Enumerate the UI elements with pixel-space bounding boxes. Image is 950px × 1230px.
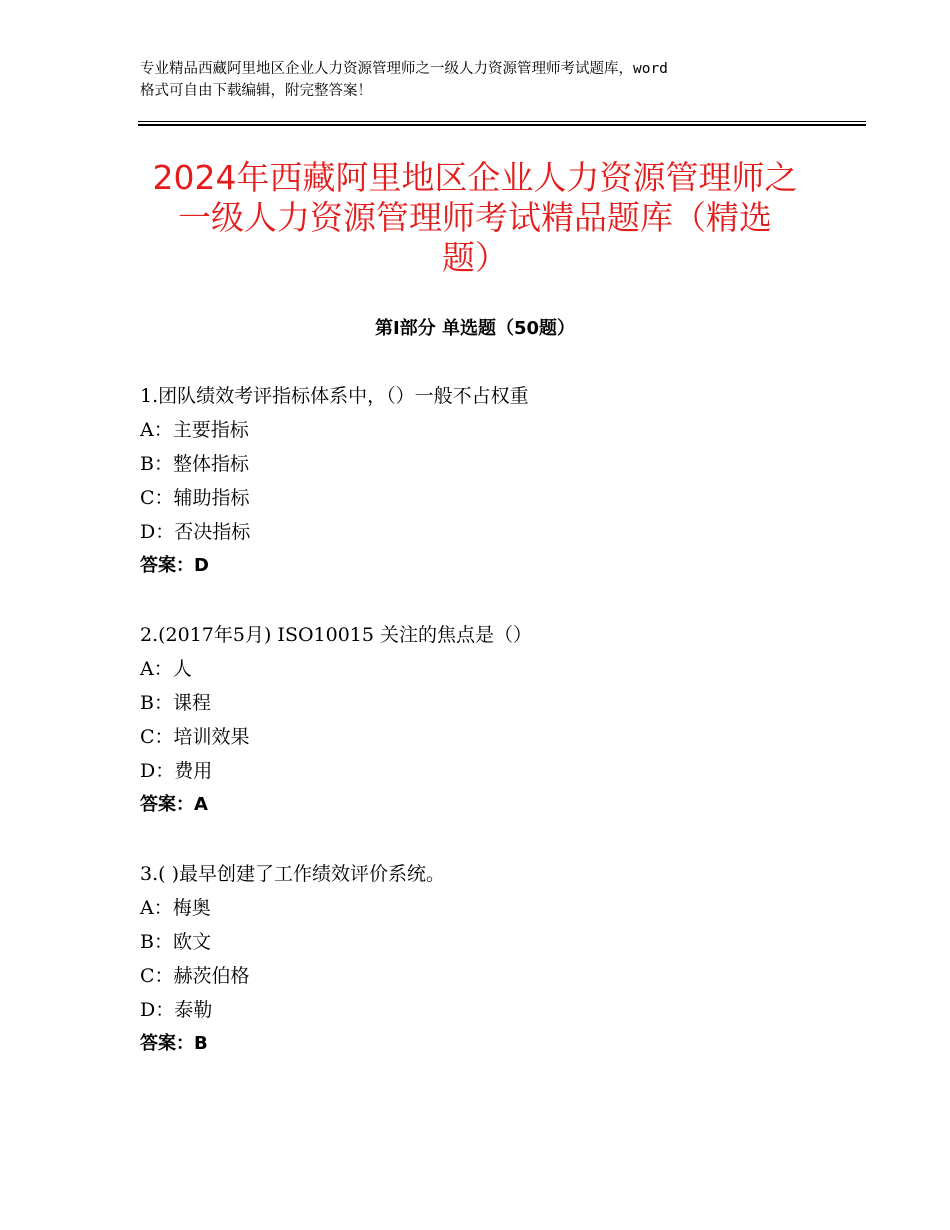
option-d: D：否决指标: [140, 521, 251, 543]
title-line-2: 一级人力资源管理师考试精品题库（精选: [178, 198, 772, 237]
header-note: [140, 58, 820, 102]
option-d: D：泰勒: [140, 999, 213, 1021]
option-c: C：赫茨伯格: [140, 965, 250, 987]
document-title: [120, 158, 830, 278]
header-divider-thin: [138, 121, 866, 122]
option-b: B：课程: [140, 692, 211, 714]
option-b: B：整体指标: [140, 453, 249, 475]
title-line-3: 题）: [442, 238, 508, 277]
question-stem: 3.( )最早创建了工作绩效评价系统。: [140, 863, 445, 885]
answer-label: 答案：D: [140, 555, 209, 576]
header-divider-thick: [138, 124, 866, 126]
option-a: A：梅奥: [140, 897, 211, 919]
title-line-1: 2024年西藏阿里地区企业人力资源管理师之: [152, 158, 798, 197]
section-heading: 第Ⅰ部分 单选题（50题）: [374, 318, 575, 339]
option-c: C：辅助指标: [140, 487, 250, 509]
answer-label: 答案：A: [140, 794, 208, 815]
question-stem: 2.(2017年5月) ISO10015 关注的焦点是（）: [140, 624, 533, 646]
answer-label: 答案：B: [140, 1033, 208, 1054]
option-a: A：主要指标: [140, 419, 249, 441]
question-stem: 1.团队绩效考评指标体系中，（）一般不占权重: [140, 385, 529, 407]
option-a: A：人: [140, 658, 192, 680]
question-3: [140, 857, 840, 1061]
option-c: C：培训效果: [140, 726, 250, 748]
option-b: B：欧文: [140, 931, 211, 953]
question-1: [140, 379, 840, 583]
question-2: [140, 618, 840, 822]
header-note-line-1: 专业精品西藏阿里地区企业人力资源管理师之一级人力资源管理师考试题库，word: [140, 61, 668, 77]
header-note-line-2: 格式可自由下载编辑，附完整答案！: [140, 83, 372, 99]
option-d: D：费用: [140, 760, 213, 782]
